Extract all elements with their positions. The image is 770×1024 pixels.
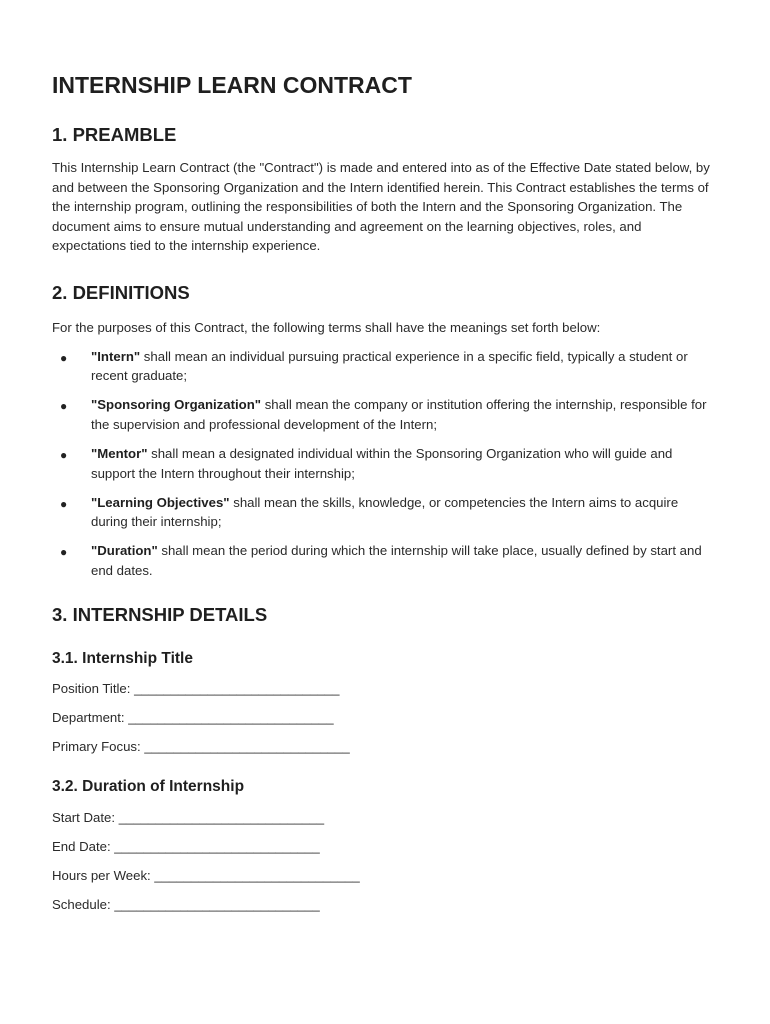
definition-item [52,493,718,532]
definition-item [52,444,718,483]
primary-focus-field[interactable]: Primary Focus: ____________________________ [52,738,350,754]
definition-text: shall mean the skills, knowledge, or competencies the Intern aims to acquire during their internship; [91,494,679,530]
definition-term: "Intern" [91,348,141,364]
definition-term: "Learning Objectives" [91,494,230,510]
definition-text: shall mean an individual pursuing practical experience in a specific field, typically a student or recent graduate; [91,348,688,384]
definitions-heading: 2. DEFINITIONS [52,281,190,303]
preamble-text: This Internship Learn Contract (the "Contract") is made and entered into as of the Effective Date stated below, by and between the Sponsoring Organization and the Intern identified herein. This Contract establishes the terms of the internship program, outlining the responsibilities of both the Intern and the Sponsoring Organization. The document aims to ensure mutual understanding and agreement on the learning objectives, roles, and expectations tied to the internship experience. [52,160,710,254]
duration-heading: 3.2. Duration of Internship [52,777,245,795]
schedule-field[interactable]: Schedule: ____________________________ [52,896,320,912]
internship-details-heading: 3. INTERNSHIP DETAILS [52,603,268,625]
preamble-heading: 1. PREAMBLE [52,124,177,145]
definitions-intro: For the purposes of this Contract, the following terms shall have the meanings set forth below: [52,319,601,335]
bullet-icon: ● [60,447,68,462]
definition-item [52,395,718,434]
internship-title-fields [52,679,718,756]
definition-term: "Sponsoring Organization" [91,397,262,413]
definitions-list [52,347,718,581]
duration-fields [52,808,718,914]
bullet-icon: ● [60,545,68,560]
hours-per-week-field[interactable]: Hours per Week: ____________________________ [52,867,360,883]
end-date-field[interactable]: End Date: ____________________________ [52,838,320,854]
internship-title-heading: 3.1. Internship Title [52,649,193,667]
definition-item [52,347,718,386]
bullet-icon: ● [60,399,68,414]
definition-item [52,541,718,580]
department-field[interactable]: Department: ____________________________ [52,709,334,725]
bullet-icon: ● [60,350,68,365]
document-title: INTERNSHIP LEARN CONTRACT [52,72,412,98]
bullet-icon: ● [60,496,68,511]
definition-term: "Duration" [91,543,158,559]
definition-text: shall mean a designated individual within the Sponsoring Organization who will guide and support the Intern throughout their internship; [91,445,673,481]
position-title-field[interactable]: Position Title: ____________________________ [52,680,340,696]
start-date-field[interactable]: Start Date: ____________________________ [52,809,325,825]
definition-term: "Mentor" [91,445,148,461]
definition-text: shall mean the period during which the internship will take place, usually defined by start and end dates. [91,543,702,578]
definition-text: shall mean the company or institution offering the internship, responsible for the supervision and professional development of the Intern; [91,397,707,432]
